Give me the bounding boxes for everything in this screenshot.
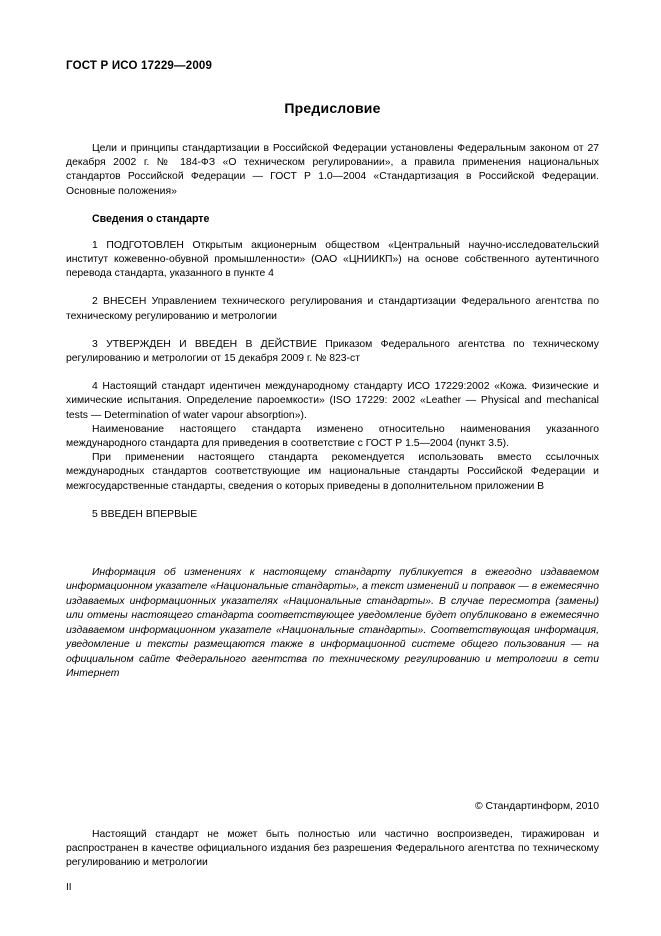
clause-4-note-1: Наименование настоящего стандарта изменено относительно наименования указанного международного стандарта для приведения в соответствие с ГОСТ Р 1.5—2004 (пункт 3.5).	[66, 423, 599, 450]
page-title: Предисловие	[284, 100, 381, 116]
copyright-text: © Стандартинформ, 2010	[474, 801, 599, 812]
document-code: ГОСТ Р ИСО 17229—2009	[66, 60, 213, 72]
reproduction-note	[66, 828, 599, 871]
clause-5: 5 ВВЕДЕН ВПЕРВЫЕ	[92, 508, 198, 520]
amendment-notice-text: Информация об изменениях к настоящему стандарту публикуется в ежегодно издаваемом информационном указателе «Национальные стандарты», а текст изменений и поправок — в ежемесячно издаваемых информационных указателях «Национальные стандарты». В случае пересмотра (замены) или отмены настоящего стандарта соответствующее уведомление будет опубликовано в ежемесячно издаваемом информационном указателе «Национальные стандарты». Соответствующая информация, уведомление и тексты размещаются также в информационной системе общего пользования — на официальном сайте Федерального агентства по техническому регулированию и метрологии в сети Интернет	[66, 567, 599, 679]
clause-4-note-2: При применении настоящего стандарта рекомендуется использовать вместо ссылочных международных стандартов соответствующие им национальные стандарты Российской Федерации и межгосударственные стандарты, сведения о которых приведены в дополнительном приложении В	[66, 452, 599, 492]
clause-2: 2 ВНЕСЕН Управлением технического регулирования и стандартизации Федерального агентства по техническому регулированию и метрологии	[66, 296, 599, 322]
clause-4: 4 Настоящий стандарт идентичен международному стандарту ИСО 17229:2002 «Кожа. Физические и химические испытания. Определение пароемкости» (ISO 17229: 2002 «Leather — Physical and mechanical tests — Determination of water vapour absorption»).	[66, 381, 599, 421]
page-number: II	[66, 882, 72, 893]
intro-paragraph: Цели и принципы стандартизации в Российской Федерации установлены Федеральным законом от 27 декабря 2002 г. № 184-ФЗ «О техническом регулировании», а правила применения национальных стандартов Российской Федерации — ГОСТ Р 1.0—2004 «Стандартизация в Российской Федерации. Основные положения»	[66, 143, 599, 197]
section-heading-standard-info: Сведения о стандарте	[92, 212, 210, 225]
reproduction-note-text: Настоящий стандарт не может быть полностью или частично воспроизведен, тиражирован и распространен в качестве официального издания без разрешения Федерального агентства по техническому регулированию и метрологии	[66, 829, 599, 869]
amendment-notice	[66, 566, 599, 681]
clause-3: 3 УТВЕРЖДЕН И ВВЕДЕН В ДЕЙСТВИЕ Приказом Федерального агентства по техническому регулированию и метрологии от 15 декабря 2009 г. № 823-ст	[66, 338, 599, 365]
copyright-block	[66, 800, 599, 814]
clause-1: 1 ПОДГОТОВЛЕН Открытым акционерным обществом «Центральный научно-исследовательский институт кожевенно-обувной промышленности» (ОАО «ЦНИИКП») на основе собственного аутентичного перевода стандарта, указанного в пункте 4	[66, 239, 599, 280]
